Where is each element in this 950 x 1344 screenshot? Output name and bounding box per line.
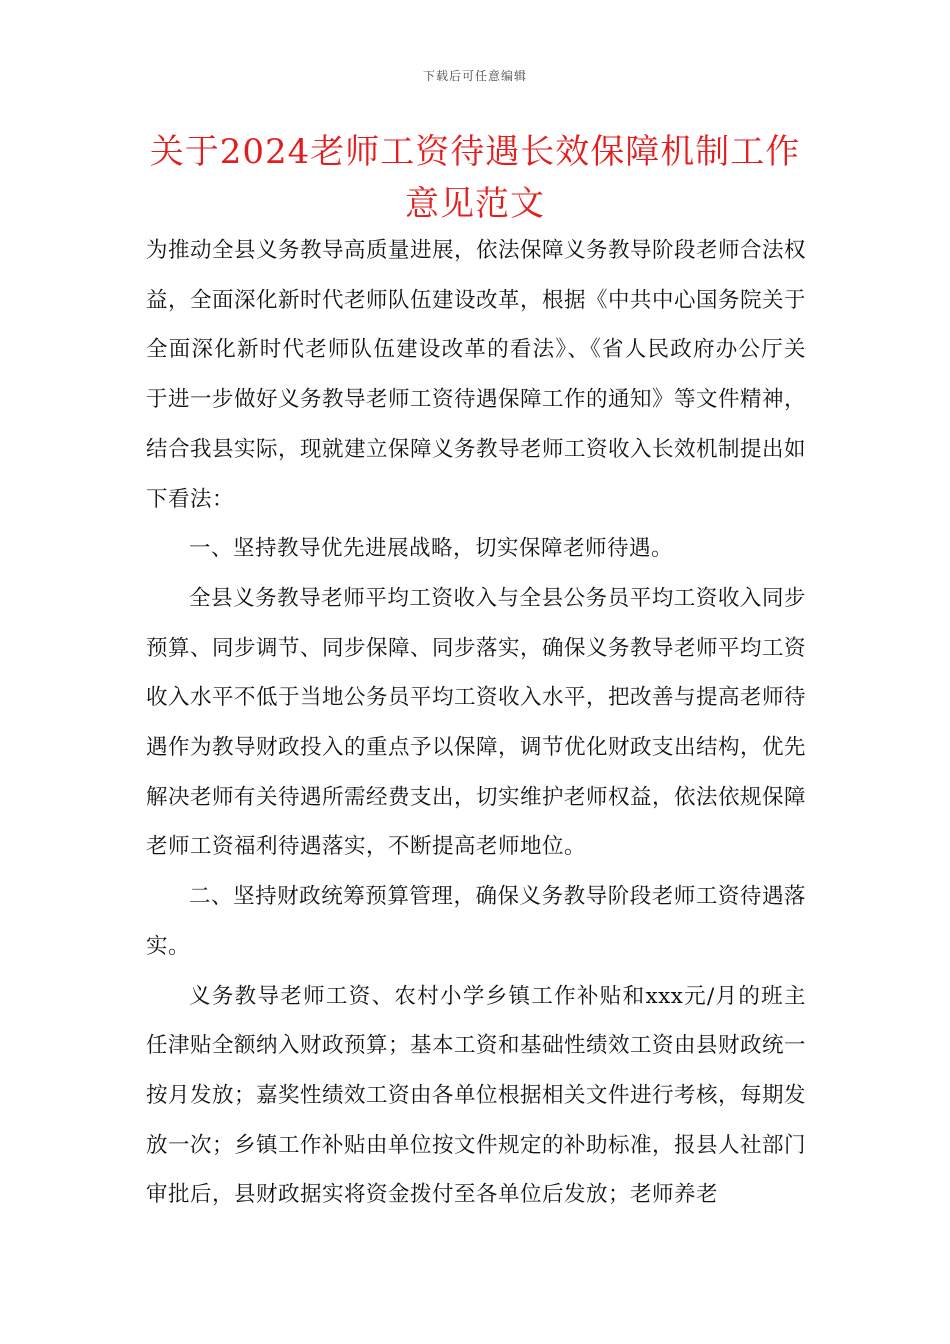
document-title: 关于2024老师工资待遇长效保障机制工作意见范文	[149, 132, 801, 224]
header-note: 下载后可任意编辑	[422, 69, 527, 83]
section-heading-2: 二、坚持财政统筹预算管理，确保义务教导阶段老师工资待遇落实。	[146, 884, 806, 959]
section-heading-1: 一、坚持教导优先进展战略，切实保障老师待遇。	[189, 536, 674, 562]
paragraph-intro: 为推动全县义务教导高质量进展，依法保障义务教导阶段老师合法权益，全面深化新时代老师队伍建设改革，根据《中共中心国务院关于全面深化新时代老师队伍建设改革的看法》、《省人民政府办公厅关于进一步做好义务教导老师工资待遇保障工作的通知》等文件精神，结合我县实际，现就建立保障义务教导老师工资收入长效机制提出如下看法：	[146, 238, 807, 512]
document-body	[146, 226, 806, 1220]
paragraph-section-2: 义务教导老师工资、农村小学乡镇工作补贴和xxx元/月的班主任津贴全额纳入财政预算；基本工资和基础性绩效工资由县财政统一按月发放；嘉奖性绩效工资由各单位根据相关文件进行考核，每期发放一次；乡镇工作补贴由单位按文件规定的补助标准，报县人社部门审批后，县财政据实将资金拨付至各单位后发放；老师养老	[146, 983, 807, 1208]
paragraph-section-1: 全县义务教导老师平均工资收入与全县公务员平均工资收入同步预算、同步调节、同步保障、同步落实，确保义务教导老师平均工资收入水平不低于当地公务员平均工资收入水平，把改善与提高老师待遇作为教导财政投入的重点予以保障，调节优化财政支出结构，优先解决老师有关待遇所需经费支出，切实维护老师权益，依法依规保障老师工资福利待遇落实，不断提高老师地位。	[146, 585, 807, 860]
